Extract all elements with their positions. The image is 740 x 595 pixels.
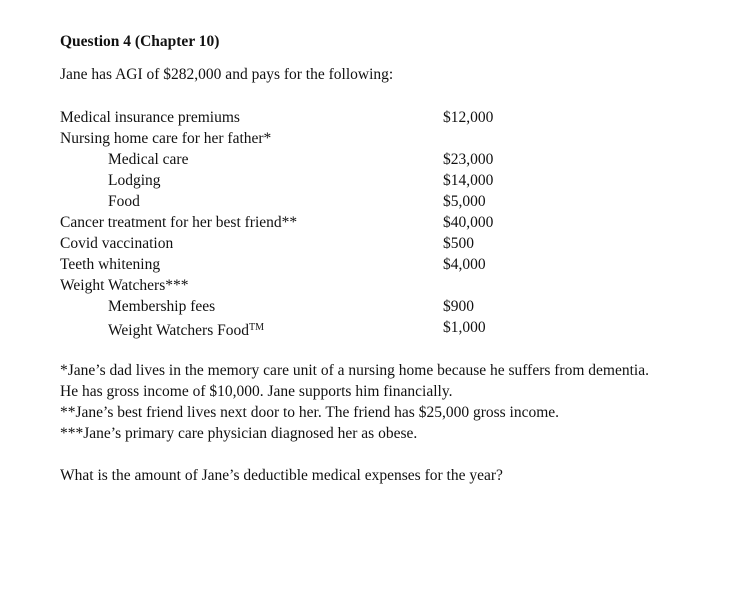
expense-amount-cancer: $40,000	[443, 214, 494, 231]
footnote-line-1: *Jane’s dad lives in the memory care unit of a nursing home because he suffers from dementia.	[60, 362, 649, 379]
expense-label-ww-food	[108, 319, 264, 340]
footnote-line-2: He has gross income of $10,000. Jane supports him financially.	[60, 383, 453, 400]
expense-label-food: Food	[108, 193, 140, 210]
expense-amount-lodging: $14,000	[443, 172, 494, 189]
expense-label-cancer: Cancer treatment for her best friend**	[60, 214, 298, 231]
expense-label-medical-care: Medical care	[108, 151, 189, 168]
ww-food-text: Weight Watchers Food	[108, 322, 249, 339]
question-intro: Jane has AGI of $282,000 and pays for the following:	[60, 66, 394, 83]
expense-amount-food: $5,000	[443, 193, 486, 210]
footnote-line-4: ***Jane’s primary care physician diagnosed her as obese.	[60, 425, 418, 442]
expense-amount-covid: $500	[443, 235, 474, 252]
expense-label-nursing-home: Nursing home care for her father*	[60, 130, 272, 147]
expense-amount-membership: $900	[443, 298, 474, 315]
expense-label-covid: Covid vaccination	[60, 235, 174, 252]
expense-label-lodging: Lodging	[108, 172, 161, 189]
expense-amount-ww-food: $1,000	[443, 319, 486, 336]
trademark-mark: TM	[249, 322, 264, 333]
question-title: Question 4 (Chapter 10)	[60, 33, 220, 50]
expense-label-medical-insurance: Medical insurance premiums	[60, 109, 240, 126]
footnote-line-3: **Jane’s best friend lives next door to her. The friend has $25,000 gross income.	[60, 404, 560, 421]
question-prompt: What is the amount of Jane’s deductible medical expenses for the year?	[60, 467, 503, 484]
expense-amount-medical-insurance: $12,000	[443, 109, 494, 126]
expense-label-membership: Membership fees	[108, 298, 216, 315]
expense-amount-medical-care: $23,000	[443, 151, 494, 168]
expense-label-teeth: Teeth whitening	[60, 256, 161, 273]
expense-label-weight-watchers: Weight Watchers***	[60, 277, 189, 294]
expense-amount-teeth: $4,000	[443, 256, 486, 273]
